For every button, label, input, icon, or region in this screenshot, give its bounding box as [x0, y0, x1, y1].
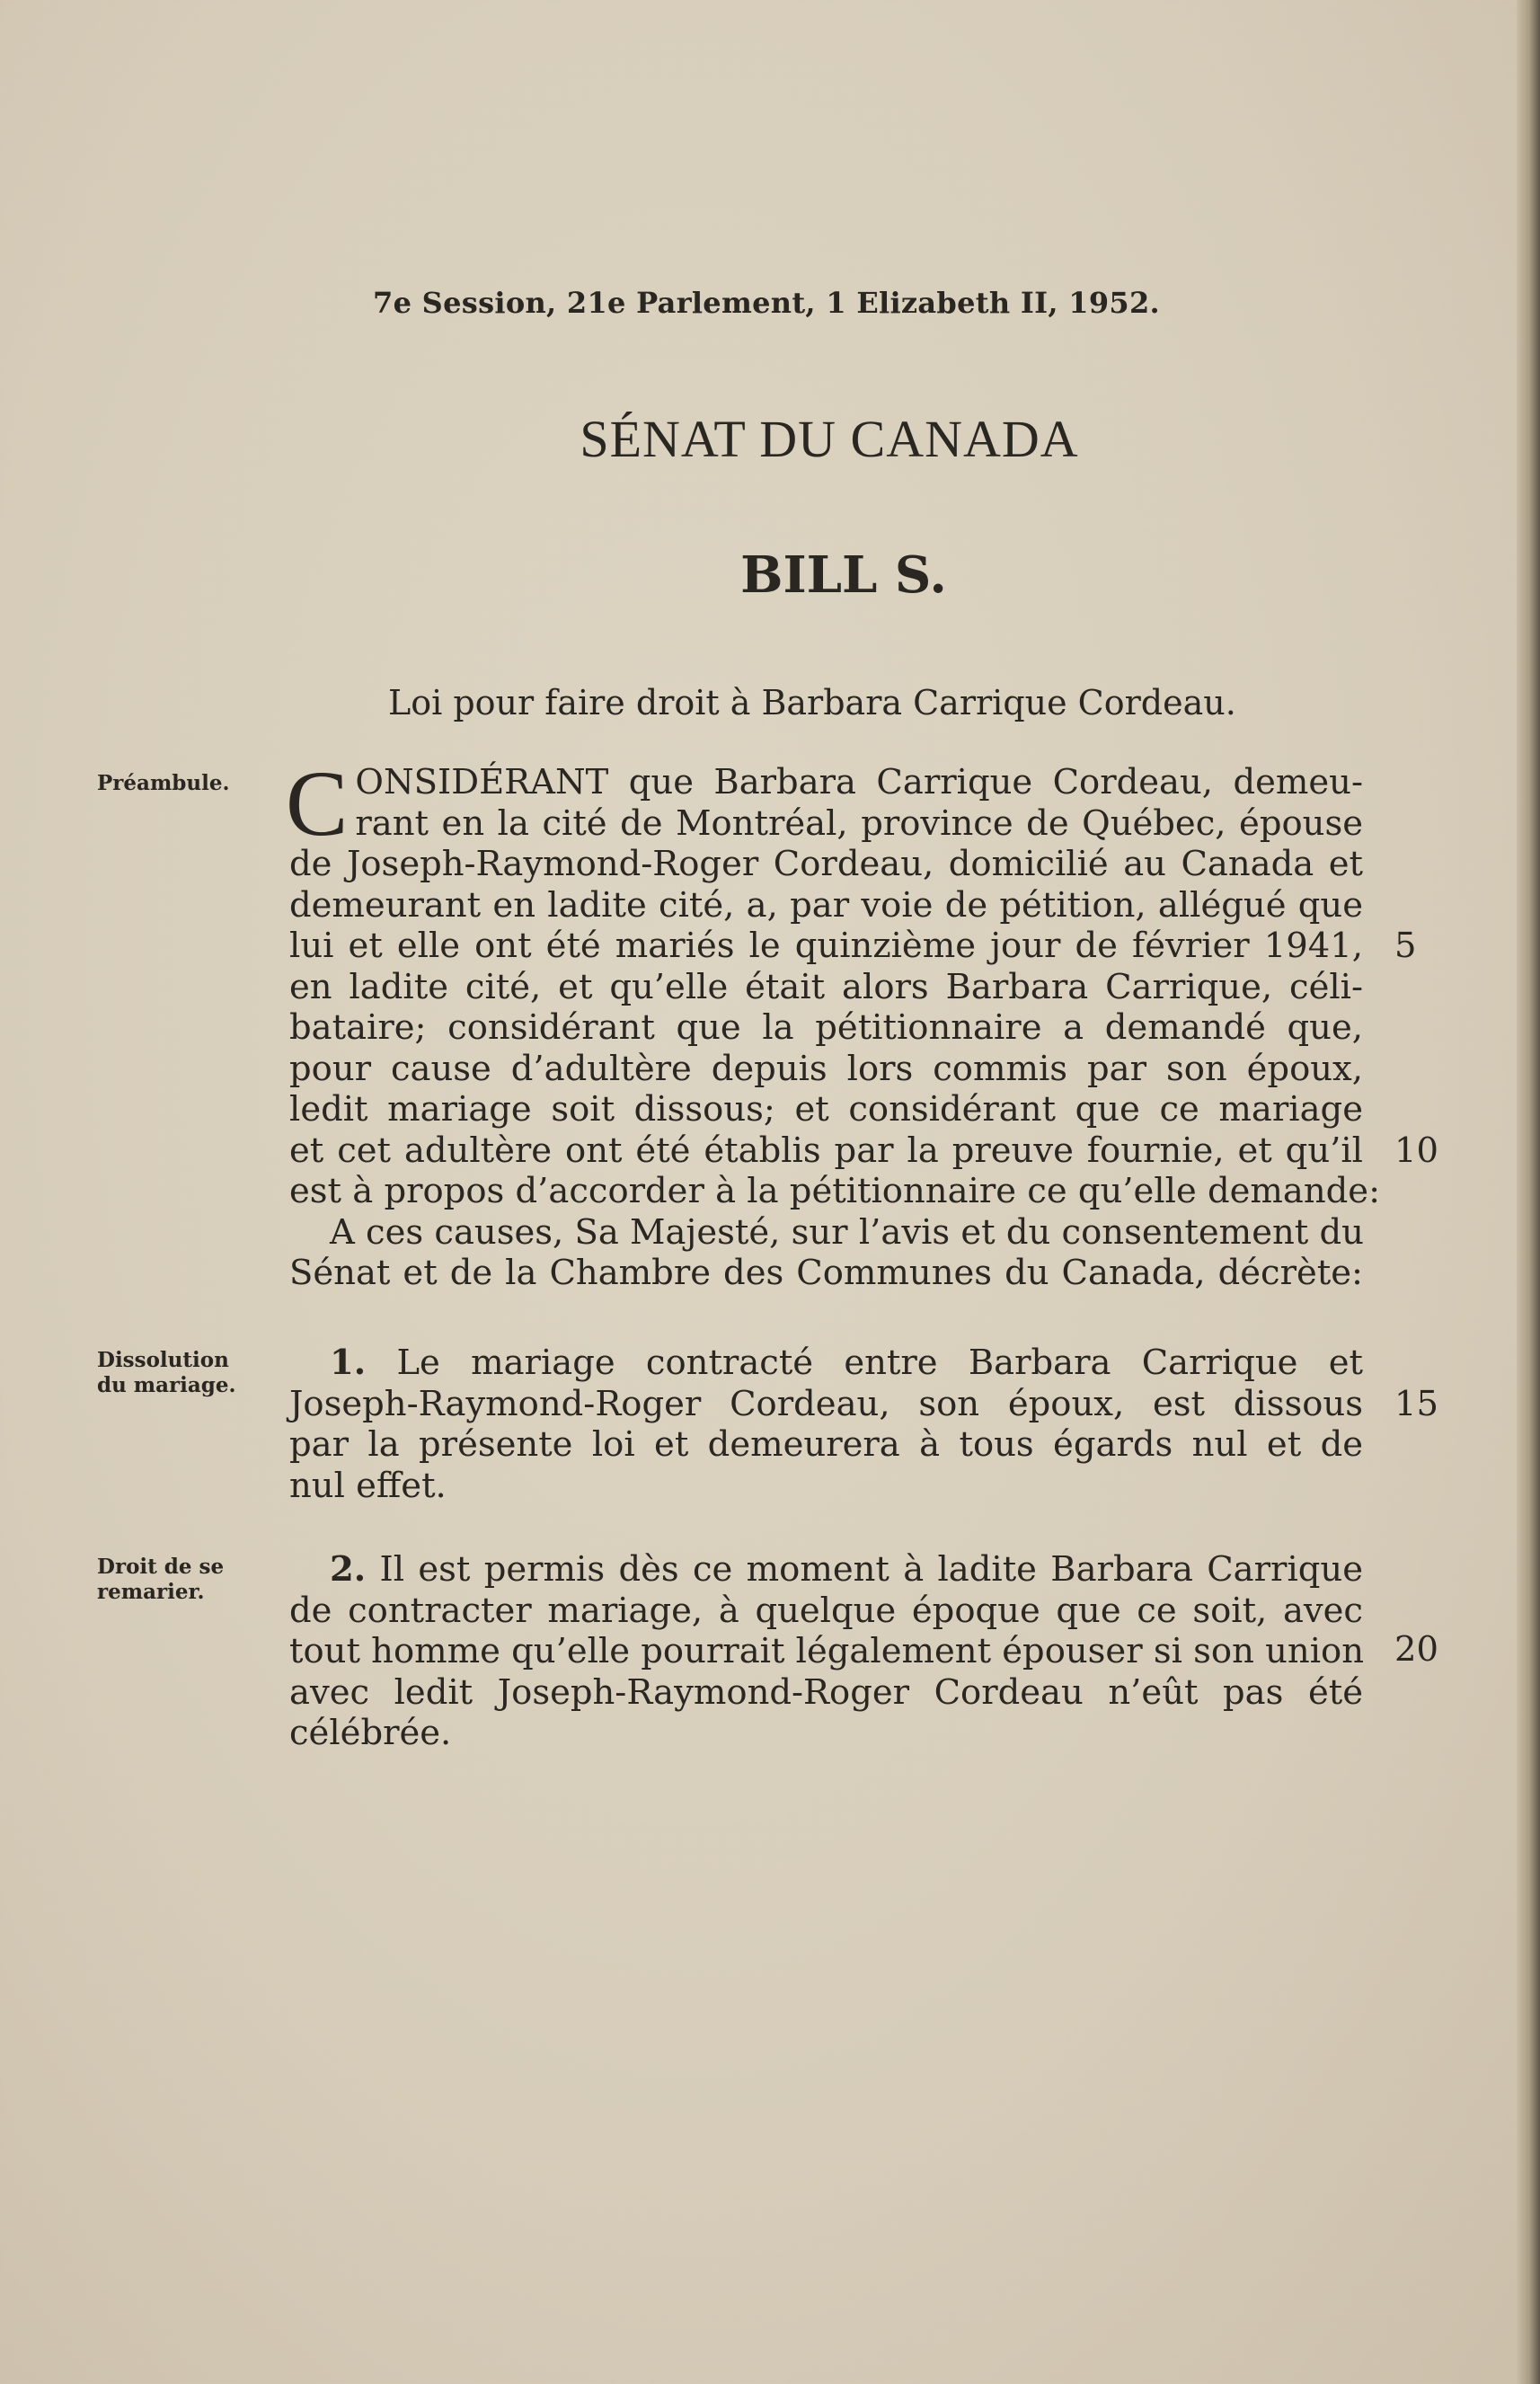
preamble-text	[286, 752, 1381, 1294]
line-number: 10	[1394, 1130, 1438, 1171]
bill-title: BILL S.	[740, 545, 947, 605]
drop-cap: C	[286, 752, 349, 855]
margin-note-line: du mariage.	[97, 1373, 236, 1397]
section-text: Il est permis dès ce moment à ladite Barbara Carrique	[379, 1549, 1363, 1590]
section-2-line: de contracter mariage, à quelque époque que ce soit, avec	[289, 1590, 1363, 1631]
preamble-line: et cet adultère ont été établis par la preuve fournie, et qu’il	[289, 1130, 1363, 1171]
margin-note-line: remarier.	[97, 1580, 205, 1604]
preamble-line: de Joseph-Raymond-Roger Cordeau, domicilié au Canada et	[289, 844, 1363, 884]
section-number: 2.	[330, 1549, 367, 1590]
session-header: 7e Session, 21e Parlement, 1 Elizabeth II, 1952.	[373, 286, 1160, 320]
section-2-line: célébrée.	[289, 1713, 452, 1753]
section-number: 1.	[330, 1343, 367, 1383]
preamble-line: demeurant en ladite cité, a, par voie de pétition, allégué que	[289, 884, 1363, 926]
section-1	[289, 1343, 1363, 1506]
section-1-first-line	[289, 1343, 1363, 1384]
preamble-line: pour cause d’adultère depuis lors commis par son époux,	[289, 1048, 1363, 1089]
preamble-line: ledit mariage soit dissous; et considérant que ce mariage	[289, 1089, 1363, 1130]
line-number: 5	[1394, 926, 1417, 966]
line-number: 15	[1394, 1384, 1438, 1424]
margin-note-line: Dissolution	[97, 1348, 229, 1372]
section-2-first-line	[289, 1549, 1363, 1591]
preamble-line: ONSIDÉRANT que Barbara Carrique Cordeau, demeu-	[355, 762, 1363, 802]
senate-title: SÉNAT DU CANADA	[580, 410, 1079, 468]
section-1-line: Joseph-Raymond-Roger Cordeau, son époux, est dissous	[289, 1383, 1363, 1424]
preamble-line: en ladite cité, et qu’elle était alors Barbara Carrique, céli-	[289, 966, 1363, 1007]
section-text: Le mariage contracté entre Barbara Carrique et	[396, 1343, 1363, 1383]
preamble-line: est à propos d’accorder à la pétitionnaire ce qu’elle demande:	[289, 1171, 1381, 1211]
section-2-line: tout homme qu’elle pourrait légalement épouser si son union	[289, 1631, 1365, 1671]
margin-note-preamble: Préambule.	[97, 771, 230, 795]
preamble-line: rant en la cité de Montréal, province de Québec, épouse	[355, 802, 1363, 844]
preamble-line: lui et elle ont été mariés le quinzième jour de février 1941,	[289, 926, 1363, 966]
preamble-line: bataire; considérant que la pétitionnaire a demandé que,	[289, 1007, 1363, 1048]
margin-note-remarriage	[97, 1555, 259, 1605]
bill-subtitle: Loi pour faire droit à Barbara Carrique Cordeau.	[388, 683, 1236, 722]
section-1-line: par la présente loi et demeurera à tous égards nul et de	[289, 1424, 1363, 1465]
section-2-line: avec ledit Joseph-Raymond-Roger Cordeau n’eût pas été	[289, 1671, 1363, 1713]
margin-note-dissolution	[97, 1348, 259, 1398]
section-2	[289, 1549, 1363, 1754]
margin-note-line: Droit de se	[97, 1555, 225, 1579]
page-edge	[1517, 0, 1540, 2384]
section-1-line: nul effet.	[289, 1465, 447, 1506]
preamble-line: Sénat et de la Chambre des Communes du Canada, décrète:	[289, 1253, 1363, 1293]
preamble-line: A ces causes, Sa Majesté, sur l’avis et du consentement du	[330, 1211, 1364, 1253]
line-number: 20	[1394, 1629, 1438, 1670]
